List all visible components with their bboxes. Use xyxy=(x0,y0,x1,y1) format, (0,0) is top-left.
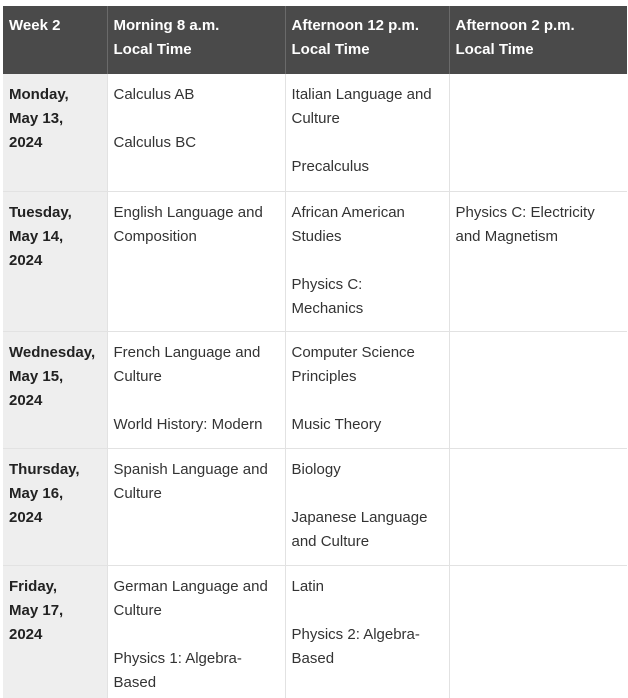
table-row xyxy=(3,74,627,191)
exam-name-line: Mechanics xyxy=(291,299,364,317)
exam-name xyxy=(292,575,443,599)
exam-name-line: Computer Science xyxy=(291,343,415,361)
day-label-line: Monday, xyxy=(9,86,69,103)
exam-name xyxy=(292,458,443,482)
day-label-line: 2024 xyxy=(9,391,43,409)
exam-name-line: Spanish Language and xyxy=(113,460,268,478)
day-label-line: May 15, xyxy=(9,367,64,385)
exam-cell-afternoon-2 xyxy=(449,331,627,448)
table-row xyxy=(3,565,627,698)
day-label-line: Tuesday, xyxy=(9,203,72,221)
exam-name xyxy=(292,201,443,249)
exam-name-line: Physics 1: Algebra- xyxy=(113,649,242,667)
exam-name xyxy=(114,458,279,506)
exam-name-line: World History: Modern xyxy=(113,415,263,433)
exam-name-line: African American xyxy=(291,203,405,221)
table-row xyxy=(3,331,627,448)
day-label-line: 2024 xyxy=(9,251,43,269)
exam-name xyxy=(114,131,279,155)
header-row xyxy=(3,6,627,74)
exam-name-line: Culture xyxy=(113,367,162,385)
exam-cell-afternoon-12 xyxy=(285,74,449,191)
exam-name-line: Japanese Language xyxy=(291,508,428,526)
exam-name xyxy=(114,413,279,437)
exam-name xyxy=(114,201,279,249)
exam-name xyxy=(292,155,443,179)
exam-name xyxy=(292,341,443,389)
exam-cell-morning xyxy=(107,331,285,448)
table-row xyxy=(3,448,627,565)
day-label-line: 2024 xyxy=(9,625,43,643)
header-morning-line: Morning 8 a.m. xyxy=(113,17,220,34)
day-label-line: May 14, xyxy=(9,227,64,245)
day-cell xyxy=(3,74,107,191)
exam-name-line: Latin xyxy=(291,577,325,595)
schedule-body xyxy=(3,74,627,698)
exam-name-line: Italian Language and xyxy=(291,86,432,103)
exam-name xyxy=(114,341,279,389)
day-cell xyxy=(3,448,107,565)
exam-cell-afternoon-2 xyxy=(449,565,627,698)
exam-name xyxy=(292,273,443,321)
exam-name-line: Principles xyxy=(291,367,357,385)
exam-schedule-table xyxy=(3,6,627,698)
exam-name-line: Calculus AB xyxy=(113,86,195,103)
exam-name-line: Based xyxy=(113,673,157,691)
exam-cell-morning xyxy=(107,565,285,698)
exam-name xyxy=(292,623,443,671)
exam-name-line: Physics C: Electricity xyxy=(455,203,595,221)
exam-name-line: Precalculus xyxy=(291,158,370,175)
exam-cell-morning xyxy=(107,448,285,565)
day-cell xyxy=(3,331,107,448)
exam-cell-afternoon-12 xyxy=(285,331,449,448)
exam-cell-afternoon-2 xyxy=(449,74,627,191)
exam-name-line: and Culture xyxy=(291,532,370,550)
exam-cell-afternoon-12 xyxy=(285,448,449,565)
day-label-line: Thursday, xyxy=(9,460,80,478)
exam-name-line: Culture xyxy=(113,601,162,619)
exam-cell-morning xyxy=(107,191,285,331)
day-label-line: 2024 xyxy=(9,508,43,526)
header-morning xyxy=(107,6,285,74)
header-week xyxy=(3,6,107,74)
exam-name xyxy=(292,413,443,437)
header-afternoon-2 xyxy=(449,6,627,74)
exam-name xyxy=(114,83,279,107)
exam-name-line: Culture xyxy=(113,484,162,502)
exam-name-line: French Language and xyxy=(113,343,261,361)
exam-name-line: Culture xyxy=(291,110,340,127)
exam-cell-afternoon-2 xyxy=(449,448,627,565)
header-week-label: Week 2 xyxy=(9,17,61,34)
header-morning-line: Local Time xyxy=(113,41,192,58)
exam-name xyxy=(114,575,279,623)
exam-name-line: Biology xyxy=(291,460,341,478)
header-afternoon-2-line: Afternoon 2 p.m. xyxy=(455,17,575,34)
exam-cell-afternoon-12 xyxy=(285,191,449,331)
header-afternoon-12-line: Local Time xyxy=(291,41,370,58)
day-label-line: Friday, xyxy=(9,577,58,595)
exam-name-line: Physics C: xyxy=(291,275,363,293)
day-label-line: Wednesday, xyxy=(9,343,96,361)
day-cell xyxy=(3,191,107,331)
exam-name xyxy=(114,647,279,695)
header-afternoon-12 xyxy=(285,6,449,74)
exam-cell-afternoon-12 xyxy=(285,565,449,698)
exam-name-line: Physics 2: Algebra- xyxy=(291,625,420,643)
exam-name-line: German Language and xyxy=(113,577,268,595)
exam-name-line: Music Theory xyxy=(291,415,382,433)
exam-name xyxy=(456,201,622,249)
exam-cell-afternoon-2 xyxy=(449,191,627,331)
header-afternoon-12-line: Afternoon 12 p.m. xyxy=(291,17,420,34)
exam-name xyxy=(292,506,443,554)
day-label-line: May 17, xyxy=(9,601,64,619)
header-afternoon-2-line: Local Time xyxy=(455,41,534,58)
day-label-line: May 13, xyxy=(9,110,64,127)
day-label-line: 2024 xyxy=(9,134,43,151)
table-row xyxy=(3,191,627,331)
day-label-line: May 16, xyxy=(9,484,64,502)
exam-name-line: Based xyxy=(291,649,335,667)
exam-name-line: Composition xyxy=(113,227,197,245)
exam-cell-morning xyxy=(107,74,285,191)
exam-name-line: English Language and xyxy=(113,203,263,221)
exam-name-line: Studies xyxy=(291,227,342,245)
exam-name xyxy=(292,83,443,131)
exam-name-line: Calculus BC xyxy=(113,134,197,151)
day-cell xyxy=(3,565,107,698)
exam-name-line: and Magnetism xyxy=(455,227,559,245)
